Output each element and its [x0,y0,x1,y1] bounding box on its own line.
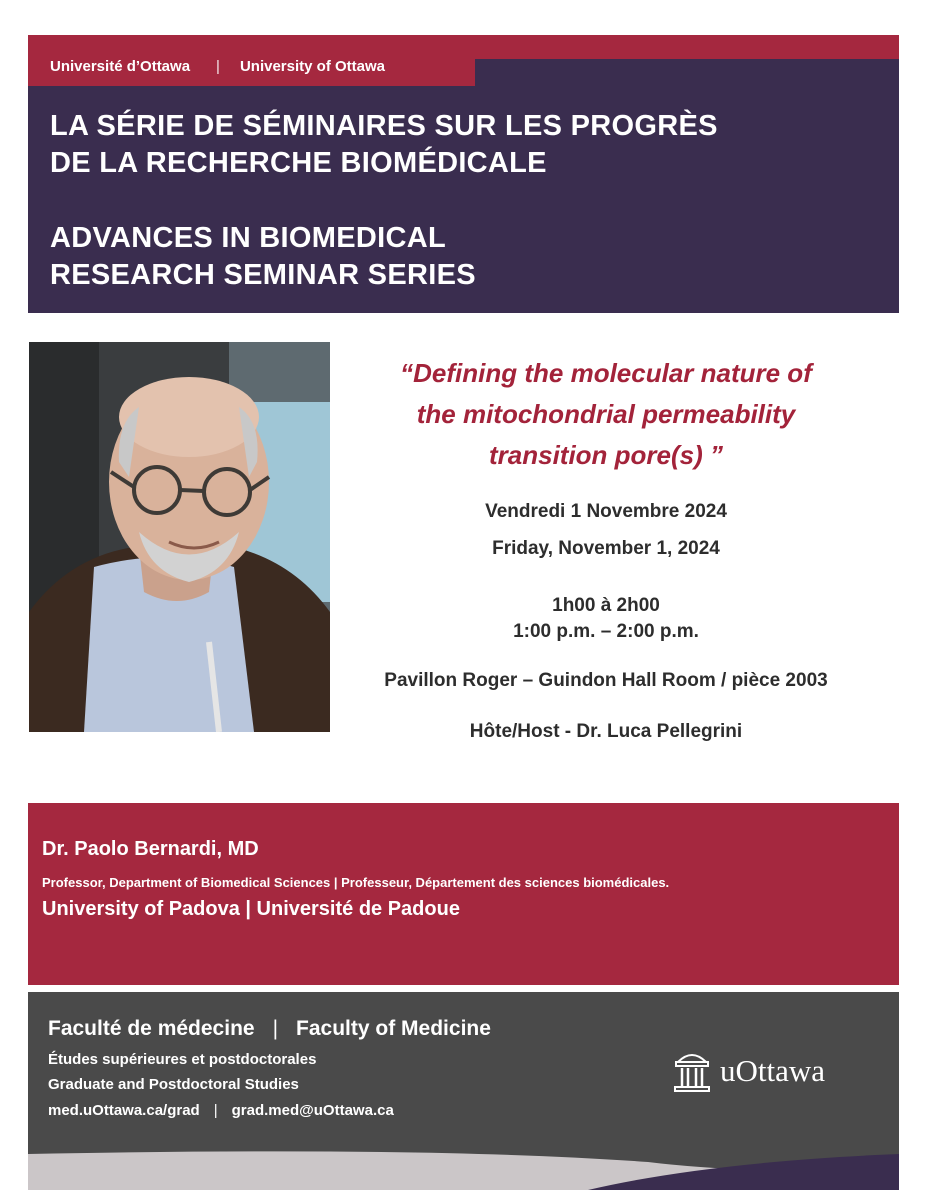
location: Pavillon Roger – Guindon Hall Room / pièce 2003 [384,670,828,691]
studies-en: Graduate and Postdoctoral Studies [48,1076,299,1093]
footer-swoosh [28,1150,899,1190]
university-name-en: University of Ottawa [239,58,385,75]
website-link[interactable]: med.uOttawa.ca/grad [48,1102,200,1119]
series-title-fr [50,108,718,182]
talk-title-line3: transition pore(s) ” [488,440,723,470]
talk-title-line1: “Defining the molecular nature of [400,358,812,388]
series-title-en-line1: ADVANCES IN BIOMEDICAL [50,222,446,254]
time-fr: 1h00 à 2h00 [552,595,660,616]
time-en: 1:00 p.m. – 2:00 p.m. [513,621,699,642]
uottawa-logo [674,1048,825,1094]
speaker-portrait-illustration [29,342,330,732]
separator: | [213,1102,218,1119]
speaker-photo [29,342,330,732]
header-red-bar-right [475,35,899,59]
talk-title-line2: the mitochondrial permeability [416,399,796,429]
speaker-position: Professor, Department of Biomedical Sciences | Professeur, Département des sciences biomédicales. [42,875,670,890]
date-fr: Vendredi 1 Novembre 2024 [485,501,727,522]
building-icon [674,1048,710,1094]
speaker-name: Dr. Paolo Bernardi, MD [42,838,259,860]
university-name-fr: Université d’Ottawa [50,58,191,75]
separator: | [272,1017,279,1040]
faculty-fr: Faculté de médecine [48,1017,255,1040]
faculty-en: Faculty of Medicine [296,1017,491,1040]
speaker-band [28,803,899,985]
date-en: Friday, November 1, 2024 [492,538,720,559]
host: Hôte/Host - Dr. Luca Pellegrini [469,721,743,742]
series-title-en [50,220,476,294]
series-title-fr-line1: LA SÉRIE DE SÉMINAIRES SUR LES PROGRÈS [50,110,718,142]
studies-fr: Études supérieures et postdoctorales [48,1051,317,1068]
separator: | [216,58,220,75]
faculty-names [48,1017,491,1041]
email-link[interactable]: grad.med@uOttawa.ca [231,1102,394,1119]
university-names [50,58,385,75]
speaker-university: University of Padova | Université de Padoue [42,898,460,920]
series-title-en-line2: RESEARCH SEMINAR SERIES [50,259,476,291]
talk-title [335,353,877,476]
series-title-fr-line2: DE LA RECHERCHE BIOMÉDICALE [50,147,547,179]
logo-wordmark: uOttawa [720,1053,826,1088]
contact-links [48,1102,394,1119]
